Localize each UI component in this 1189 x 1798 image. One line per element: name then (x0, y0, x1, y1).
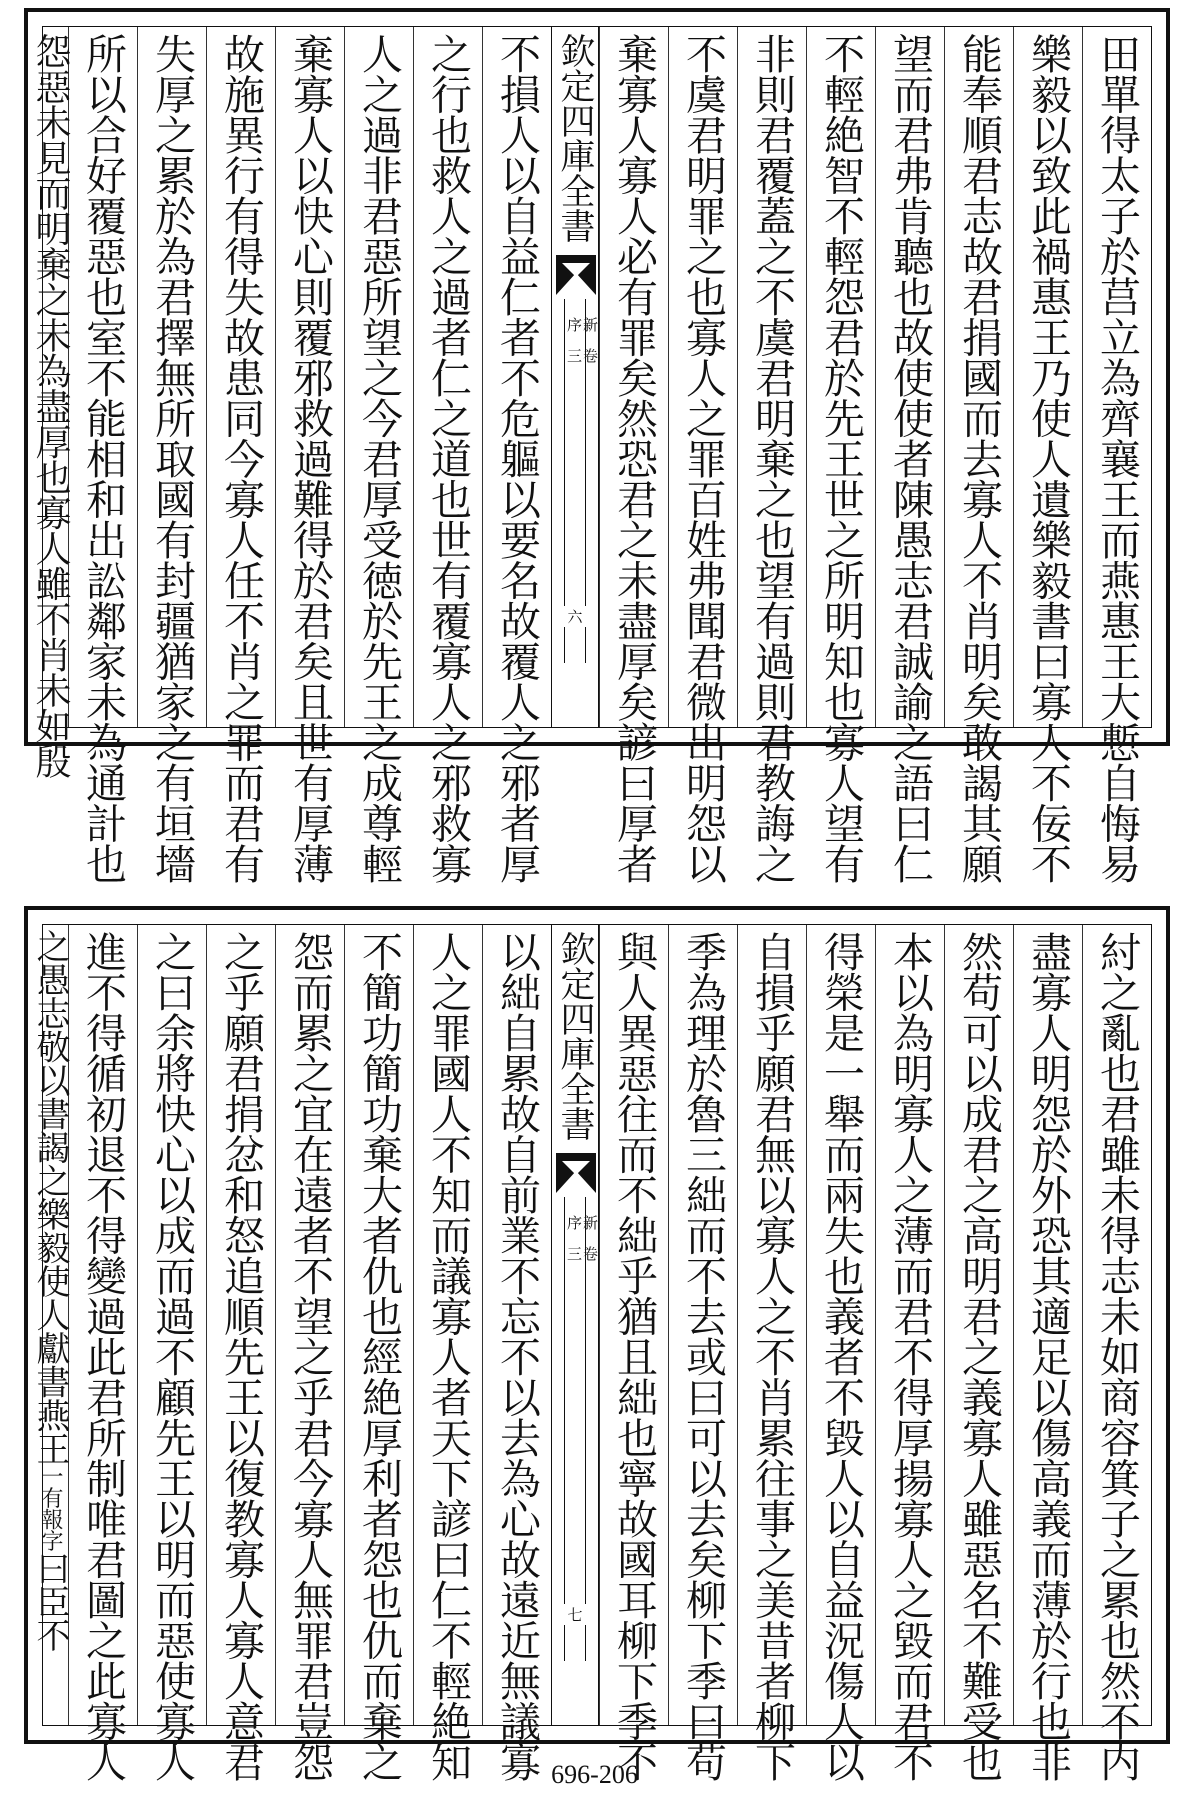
text-column: 失厚之累於為君擇無所取國有封疆猶家之有垣墻 (137, 27, 206, 727)
text-column: 怨而累之宜在遠者不望之乎君今寡人無罪君豈怨 (275, 925, 344, 1725)
text-column: 以絀自累故自前業不忘不以去為心故遠近無議寡 (482, 925, 551, 1725)
fish-tail-mark-icon (556, 255, 596, 295)
section-label-volume: 卷三 (565, 1246, 599, 1261)
text-column: 人之罪國人不知而議寡人者天下諺曰仁不輕絶知 (413, 925, 482, 1725)
text-column: 之曰余將快心以成而過不顧先王以明而惡使寡人 (137, 925, 206, 1725)
text-column: 紂之亂也君雖未得志未如商容箕子之累也然不内 (1082, 925, 1151, 1725)
final-column-tail: 曰臣不 (30, 1551, 70, 1652)
text-column: 季為理於魯三絀而不去或曰可以去矣柳下季曰苟 (668, 925, 737, 1725)
page-center-band (551, 925, 599, 1725)
page-number: 六 (552, 606, 598, 627)
upper-page-frame (30, 26, 1152, 884)
final-column-text: 之愚志敬以書謁之樂毅使人獻書燕王 (30, 929, 70, 1465)
text-column: 本以為明寡人之薄而君不得厚揚寡人之毀而君不 (875, 925, 944, 1725)
text-column: 不虞君明罪之也寡人之罪百姓弗聞君微出明怨以 (668, 27, 737, 727)
fish-tail-mark-icon (556, 1153, 596, 1193)
text-column-final (30, 925, 70, 1725)
text-column: 怨惡未見而明棄之未為盡厚也寡人雖不肖未如殷 (30, 33, 71, 779)
section-label-volume: 卷三 (565, 348, 599, 363)
text-column: 然苟可以成君之高明君之義寡人雖惡名不難受也 (944, 925, 1013, 1725)
text-column: 田單得太子於莒立為齊襄王而燕惠王大慙自悔易 (1082, 27, 1151, 727)
text-column: 望而君弗肯聽也故使使者陳愚志君誠諭之語曰仁 (875, 27, 944, 727)
text-column: 進不得循初退不得變過此君所制唯君圖之此寡人 (68, 925, 137, 1725)
text-column: 人之過非君惡所望之今君厚受徳於先王之成尊輕 (344, 27, 413, 727)
section-label-book: 新序 (565, 317, 599, 332)
page-number: 七 (552, 1604, 598, 1625)
upper-page (24, 8, 1170, 884)
text-column: 自損乎願君無以寡人之不肖累往事之美昔者柳下 (737, 925, 806, 1725)
section-label (552, 1215, 598, 1275)
book-title: 欽定四庫全書 (555, 931, 595, 1141)
page-footer-number: 696-206 (551, 1760, 638, 1789)
text-column: 故施異行有得失故患同今寡人任不肖之罪而君有 (206, 27, 275, 727)
text-column: 棄寡人以快心則覆邪救過難得於君矣且世有厚薄 (275, 27, 344, 727)
text-column: 之行也救人之過者仁之道也世有覆寡人之邪救寡 (413, 27, 482, 727)
section-label-book: 新序 (565, 1215, 599, 1230)
text-column: 不損人以自益仁者不危軀以要名故覆人之邪者厚 (482, 27, 551, 727)
text-column: 與人異惡往而不絀乎猶且絀也寧故國耳柳下季不 (599, 925, 668, 1725)
text-column: 棄寡人寡人必有罪矣然恐君之未盡厚矣諺曰厚者 (599, 27, 668, 727)
collation-note: 一有報字 (38, 1465, 63, 1551)
text-column: 盡寡人明怨於外恐其適足以傷高義而薄於行也非 (1013, 925, 1082, 1725)
text-column: 能奉順君志故君捐國而去寡人不肖明矣敢謁其願 (944, 27, 1013, 727)
book-title: 欽定四庫全書 (555, 33, 595, 243)
text-column: 所以合好覆惡也室不能相和出訟鄰家未為通計也 (68, 27, 137, 727)
page-center-band (551, 27, 599, 727)
text-column: 非則君覆蓋之不虞君明棄之也望有過則君教誨之 (737, 27, 806, 727)
text-column: 不輕絶智不輕怨君於先王世之所明知也寡人望有 (806, 27, 875, 727)
text-column: 得榮是一舉而兩失也義者不毀人以自益況傷人以 (806, 925, 875, 1725)
section-label (552, 317, 598, 377)
text-column: 樂毅以致此禍惠王乃使人遺樂毅書曰寡人不佞不 (1013, 27, 1082, 727)
text-column: 之乎願君捐忿和怒追順先王以復教寡人寡人意君 (206, 925, 275, 1725)
text-column: 不簡功簡功棄大者仇也經絶厚利者怨也仇而棄之 (344, 925, 413, 1725)
